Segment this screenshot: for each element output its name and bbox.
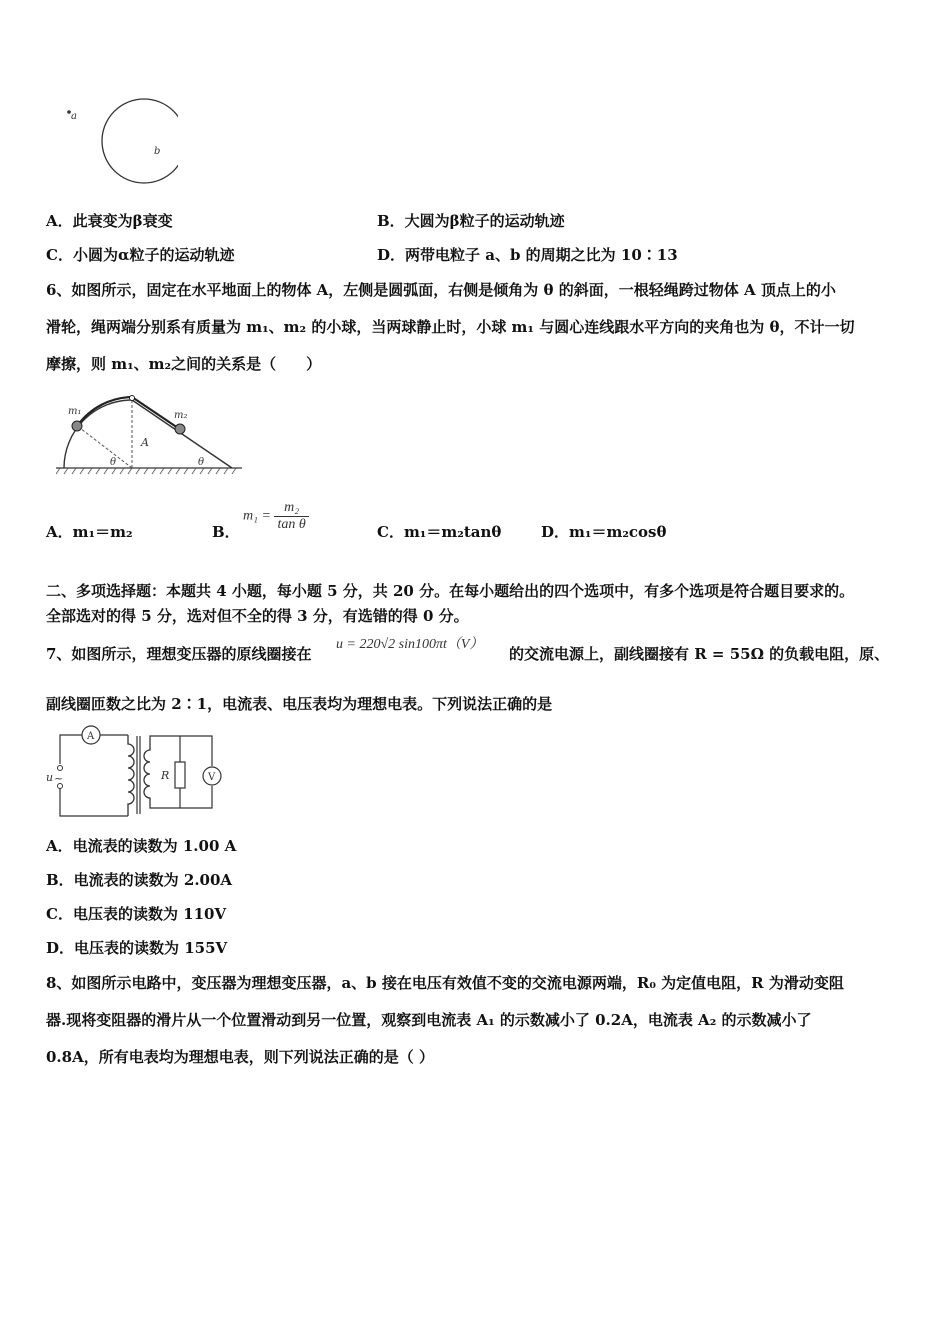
q7-option-d: D．电压表的读数为 155V <box>46 939 228 957</box>
q6-option-b: B． <box>212 523 240 541</box>
resistor-label: R <box>161 769 170 782</box>
q7-voltage-formula: u = 220√2 sin100πt（V） <box>336 637 484 652</box>
q6-text-line3: 摩擦，则 m₁、m₂之间的关系是（ ） <box>46 355 322 373</box>
q6-option-c: C．m₁＝m₂tanθ <box>377 523 502 541</box>
secondary-coil <box>144 738 150 806</box>
formula-denominator: tan θ <box>277 517 306 532</box>
decay-circles-figure <box>48 96 178 192</box>
q8-text-line3: 0.8A，所有电表均为理想电表，则下列说法正确的是（ ） <box>46 1048 434 1066</box>
resistor <box>175 762 185 788</box>
pulley <box>130 396 135 401</box>
section2-line2: 全部选对的得 5 分，选对但不全的得 3 分，有选错的得 0 分。 <box>46 607 469 625</box>
label-theta-right: θ <box>198 457 205 468</box>
q7-text-prefix: 7、如图所示，理想变压器的原线圈接在 <box>46 645 312 663</box>
q7-text-suffix: 的交流电源上，副线圈接有 R = 55Ω 的负载电阻，原、 <box>509 645 890 663</box>
q7-text-line2: 副线圈匝数之比为 2∶1，电流表、电压表均为理想电表。下列说法正确的是 <box>46 695 553 713</box>
q5-option-b: B．大圆为β粒子的运动轨迹 <box>377 212 565 230</box>
q6-text-line2: 滑轮，绳两端分别系有质量为 m₁、m₂ 的小球，当两球静止时，小球 m₁ 与圆心连线跟水平方向的夹角也为 θ，不计一切 <box>46 318 855 336</box>
q6-text-line1: 6、如图所示，固定在水平地面上的物体 A，左侧是圆弧面，右侧是倾角为 θ 的斜面，一根轻绳跨过物体 A 顶点上的小 <box>46 281 836 299</box>
section2-line1: 二、多项选择题：本题共 4 小题，每小题 5 分，共 20 分。在每小题给出的四个选项中，有多个选项是符合题目要求的。 <box>46 582 855 600</box>
q7-option-c: C．电压表的读数为 110V <box>46 905 227 923</box>
ball-m2 <box>175 424 185 434</box>
label-b: b <box>154 146 161 157</box>
incline-figure <box>56 392 246 478</box>
secondary-bottom-wire <box>150 786 212 808</box>
q6-option-a: A．m₁＝m₂ <box>46 523 133 541</box>
primary-coil <box>128 735 134 816</box>
q5-option-d: D．两带电粒子 a、b 的周期之比为 10∶13 <box>377 246 678 264</box>
radius-dashed-line <box>80 428 132 468</box>
q7-option-b: B．电流表的读数为 2.00A <box>46 871 233 889</box>
q5-option-a: A．此衰变为β衰变 <box>46 212 173 230</box>
voltmeter-label: V <box>208 772 216 783</box>
q6-option-b-formula <box>243 500 309 533</box>
rope-incline <box>132 397 178 428</box>
q8-text-line2: 器.现将变阻器的滑片从一个位置滑动到另一位置，观察到电流表 A₁ 的示数减小了 0.2A，电流表 A₂ 的示数减小了 <box>46 1011 812 1029</box>
source-terminal-top <box>58 766 63 771</box>
transformer-circuit-figure <box>44 724 224 824</box>
label-m1: m₁ <box>68 406 82 417</box>
label-m2: m₂ <box>174 410 188 421</box>
label-u: u <box>46 771 54 784</box>
primary-bottom-wire <box>60 786 128 816</box>
label-tilde: ~ <box>54 772 64 785</box>
q6-option-d: D．m₁＝m₂cosθ <box>541 523 667 541</box>
label-a: A <box>141 436 149 449</box>
ground-hatching <box>56 468 236 474</box>
formula-fraction <box>274 500 308 533</box>
label-theta-left: θ <box>110 457 117 468</box>
rope-arc <box>78 397 132 425</box>
ammeter-label: A <box>87 731 95 742</box>
formula-numerator: m₂ <box>274 500 308 517</box>
q7-option-a: A．电流表的读数为 1.00 A <box>46 837 237 855</box>
ball-m1 <box>72 421 82 431</box>
q8-text-line1: 8、如图所示电路中，变压器为理想变压器，a、b 接在电压有效值不变的交流电源两端，R₀ 为定值电阻，R 为滑动变阻 <box>46 974 844 992</box>
large-circle <box>102 99 178 183</box>
formula-lhs: m₁ = <box>243 508 271 524</box>
label-a: a <box>71 111 77 122</box>
q5-option-c: C．小圆为α粒子的运动轨迹 <box>46 246 235 264</box>
